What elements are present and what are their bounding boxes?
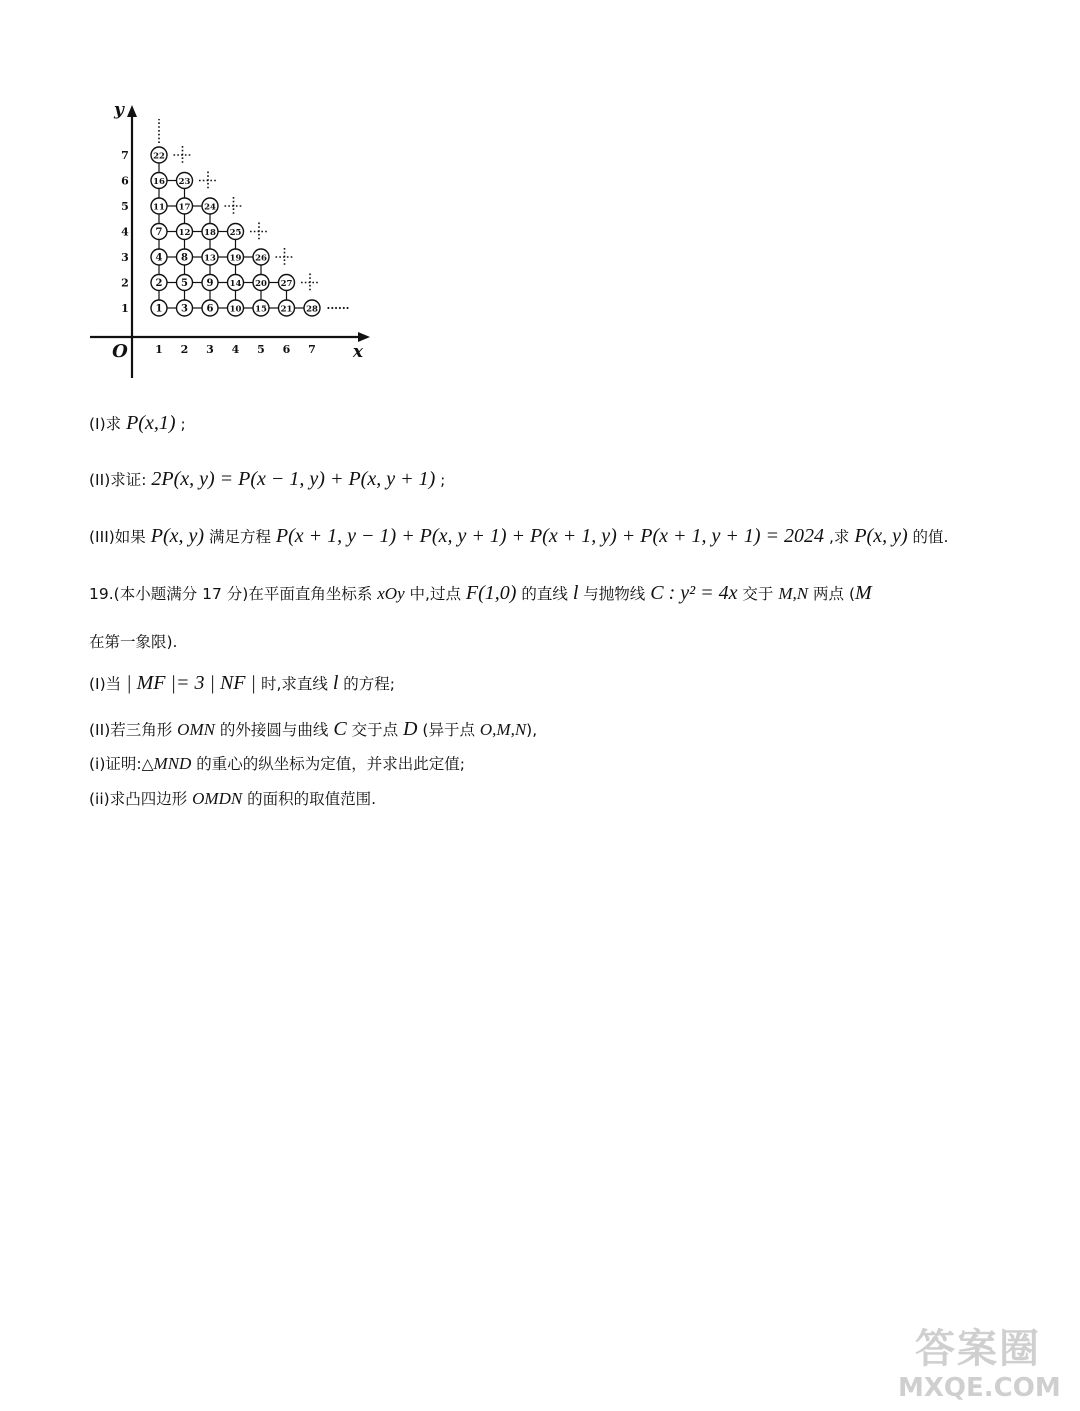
grid-number-label: 28 [306,304,318,315]
y-tick-label: 6 [121,174,129,188]
number-grid-svg [82,95,382,385]
grid-number-label: 3 [181,303,188,315]
q18-part1: (I)求 P(x,1) ; [89,412,186,434]
x-tick-label: 7 [308,343,316,356]
q19-part2: (II)若三角形 OMN 的外接圆与曲线 C 交于点 D (异于点 O,M,N), [89,718,538,740]
q19-part2i: (i)证明:△MND 的重心的纵坐标为定值，并求出此定值; [89,754,465,773]
grid-number-label: 14 [229,279,242,289]
y-axis-label: y [114,100,124,120]
grid-number-label: 1 [155,303,163,315]
origin-label: O [112,341,128,362]
grid-number-label: 4 [155,252,163,264]
q18-part3: (III)如果 P(x, y) 满足方程 P(x + 1, y − 1) + P(x, y + 1) + P(x + 1, y) + P(x + 1, y + 1) = 2024 ,求 P(x, y) 的值. [89,525,949,547]
grid-number-label: 19 [229,253,242,264]
q18-part2: (II)求证: 2P(x, y) = P(x − 1, y) + P(x, y + 1) ; [89,468,446,490]
x-tick-label: 1 [155,343,163,356]
grid-number-label: 22 [153,151,165,162]
y-tick-label: 5 [121,200,129,213]
q19-part1: (I)当 | MF |= 3 | NF | 时,求直线 l 的方程; [89,672,396,694]
x-tick-label: 2 [180,343,189,356]
grid-number-label: 13 [204,253,216,264]
grid-number-label: 16 [153,177,165,187]
row-continuation: ······ [326,302,350,315]
grid-number-label: 12 [178,228,191,238]
q19-line1: 19.(本小题满分 17 分)在平面直角坐标系 xOy 中,过点 F(1,0) 的直线 l 与抛物线 C : y² = 4x 交于 M,N 两点 (M [89,582,872,604]
watermark-logo: 答案圈 MXQE.COM [898,1326,1061,1403]
number-grid-figure [82,95,382,385]
grid-number-label: 10 [229,304,242,315]
x-axis-label: x [352,342,364,362]
grid-number-label: 11 [153,202,165,213]
x-axis-arrow [358,332,370,342]
grid-number-label: 2 [155,278,163,289]
grid-number-label: 9 [206,278,214,289]
y-tick-label: 2 [121,276,129,290]
grid-number-label: 27 [280,279,293,289]
grid-number-label: 8 [181,252,188,264]
y-tick-label: 7 [121,149,129,162]
y-axis-arrow [127,105,137,117]
grid-number-label: 23 [178,177,191,187]
y-tick-label: 3 [121,251,129,264]
grid-number-label: 20 [255,279,267,289]
x-tick-label: 4 [231,343,240,356]
grid-number-label: 26 [255,253,267,264]
grid-number-label: 21 [280,304,293,315]
y-tick-label: 1 [121,302,129,315]
grid-number-label: 7 [155,227,163,238]
grid-number-label: 24 [204,202,216,213]
grid-number-label: 18 [204,228,216,238]
q19-part2ii: (ii)求凸四边形 OMDN 的面积的取值范围. [89,789,377,808]
grid-number-label: 5 [181,278,188,289]
grid-number-label: 6 [206,303,214,315]
y-tick-label: 4 [121,225,129,239]
x-tick-label: 5 [257,343,265,356]
q19-line2: 在第一象限). [89,633,178,651]
x-tick-label: 3 [206,343,214,356]
x-tick-label: 6 [282,343,291,356]
grid-number-label: 25 [229,228,242,238]
grid-number-label: 17 [178,202,191,213]
grid-number-label: 15 [255,304,267,315]
